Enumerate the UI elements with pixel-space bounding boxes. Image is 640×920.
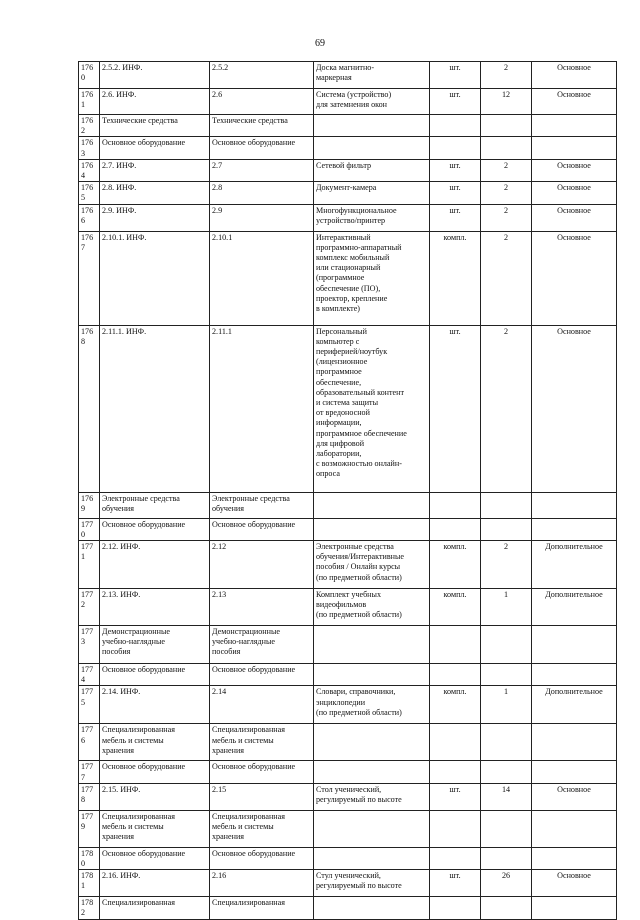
- unit-cell: компл.: [430, 231, 481, 325]
- row-number-cell: 1769: [79, 492, 100, 518]
- code-cell: 2.12. ИНФ.: [100, 541, 210, 589]
- name-cell: [314, 115, 430, 137]
- row-number-cell: 1773: [79, 626, 100, 664]
- table-row: [79, 89, 617, 115]
- quantity-cell: 1: [481, 589, 532, 626]
- name-cell: Сетевой фильтр: [314, 159, 430, 181]
- row-number-cell: 1767: [79, 231, 100, 325]
- table-row: [79, 137, 617, 159]
- unit-cell: шт.: [430, 325, 481, 492]
- table-row: [79, 159, 617, 181]
- category-cell: Основное: [532, 182, 617, 204]
- row-number-cell: 1762: [79, 115, 100, 137]
- section-cell: Основное оборудование: [210, 664, 314, 686]
- category-cell: Основное: [532, 231, 617, 325]
- row-number-cell: 1776: [79, 724, 100, 761]
- section-cell: 2.12: [210, 541, 314, 589]
- code-cell: 2.6. ИНФ.: [100, 89, 210, 115]
- category-cell: Основное: [532, 89, 617, 115]
- quantity-cell: 2: [481, 182, 532, 204]
- quantity-cell: 26: [481, 870, 532, 897]
- unit-cell: шт.: [430, 783, 481, 810]
- code-cell: 2.14. ИНФ.: [100, 686, 210, 724]
- quantity-cell: 14: [481, 783, 532, 810]
- page-number: 69: [315, 38, 325, 49]
- row-number-cell: 1771: [79, 541, 100, 589]
- code-cell: Специализированная: [100, 897, 210, 919]
- section-cell: Демонстрационные учебно-наглядные пособия: [210, 626, 314, 664]
- code-cell: Технические средства: [100, 115, 210, 137]
- row-number-cell: 1780: [79, 847, 100, 869]
- code-cell: Основное оборудование: [100, 137, 210, 159]
- table-row: [79, 724, 617, 761]
- category-cell: [532, 897, 617, 919]
- row-number-cell: 1766: [79, 204, 100, 231]
- unit-cell: компл.: [430, 541, 481, 589]
- category-cell: Основное: [532, 204, 617, 231]
- quantity-cell: 2: [481, 159, 532, 181]
- name-cell: [314, 137, 430, 159]
- code-cell: 2.7. ИНФ.: [100, 159, 210, 181]
- row-number-cell: 1770: [79, 518, 100, 540]
- table-row: [79, 810, 617, 847]
- table-row: [79, 204, 617, 231]
- section-cell: Основное оборудование: [210, 847, 314, 869]
- code-cell: Основное оборудование: [100, 664, 210, 686]
- category-cell: [532, 115, 617, 137]
- name-cell: [314, 492, 430, 518]
- row-number-cell: 1782: [79, 897, 100, 919]
- quantity-cell: [481, 115, 532, 137]
- table-row: [79, 847, 617, 869]
- section-cell: Специализированная мебель и системы хранения: [210, 724, 314, 761]
- row-number-cell: 1781: [79, 870, 100, 897]
- section-cell: 2.15: [210, 783, 314, 810]
- section-cell: 2.14: [210, 686, 314, 724]
- row-number-cell: 1764: [79, 159, 100, 181]
- code-cell: Основное оборудование: [100, 518, 210, 540]
- code-cell: Демонстрационные учебно-наглядные пособия: [100, 626, 210, 664]
- section-cell: 2.8: [210, 182, 314, 204]
- unit-cell: [430, 137, 481, 159]
- name-cell: Комплект учебных видеофильмов (по предметной области): [314, 589, 430, 626]
- code-cell: 2.10.1. ИНФ.: [100, 231, 210, 325]
- code-cell: 2.11.1. ИНФ.: [100, 325, 210, 492]
- row-number-cell: 1765: [79, 182, 100, 204]
- table-row: [79, 664, 617, 686]
- section-cell: 2.11.1: [210, 325, 314, 492]
- table-row: [79, 62, 617, 89]
- code-cell: Специализированная мебель и системы хранения: [100, 810, 210, 847]
- table-row: [79, 589, 617, 626]
- table-row: [79, 182, 617, 204]
- table-row: [79, 518, 617, 540]
- row-number-cell: 1778: [79, 783, 100, 810]
- name-cell: Доска магнитно- маркерная: [314, 62, 430, 89]
- section-cell: Специализированная: [210, 897, 314, 919]
- name-cell: [314, 761, 430, 783]
- section-cell: Специализированная мебель и системы хранения: [210, 810, 314, 847]
- name-cell: [314, 664, 430, 686]
- unit-cell: шт.: [430, 870, 481, 897]
- name-cell: Система (устройство) для затемнения окон: [314, 89, 430, 115]
- unit-cell: шт.: [430, 159, 481, 181]
- code-cell: 2.9. ИНФ.: [100, 204, 210, 231]
- name-cell: Интерактивный программно-аппаратный комплекс мобильный или стационарный (программное обеспечение (ПО), проектор, крепление в комплекте): [314, 231, 430, 325]
- quantity-cell: [481, 492, 532, 518]
- quantity-cell: [481, 810, 532, 847]
- unit-cell: шт.: [430, 62, 481, 89]
- name-cell: [314, 847, 430, 869]
- name-cell: Электронные средства обучения/Интерактивные пособия / Онлайн курсы (по предметной области): [314, 541, 430, 589]
- code-cell: 2.8. ИНФ.: [100, 182, 210, 204]
- code-cell: Основное оборудование: [100, 761, 210, 783]
- code-cell: 2.13. ИНФ.: [100, 589, 210, 626]
- category-cell: Основное: [532, 870, 617, 897]
- section-cell: 2.13: [210, 589, 314, 626]
- quantity-cell: [481, 626, 532, 664]
- table-row: [79, 325, 617, 492]
- quantity-cell: [481, 664, 532, 686]
- table-row: [79, 626, 617, 664]
- row-number-cell: 1775: [79, 686, 100, 724]
- unit-cell: [430, 492, 481, 518]
- quantity-cell: [481, 137, 532, 159]
- section-cell: Основное оборудование: [210, 518, 314, 540]
- row-number-cell: 1763: [79, 137, 100, 159]
- name-cell: [314, 897, 430, 919]
- name-cell: Многофункциональное устройство/принтер: [314, 204, 430, 231]
- table-row: [79, 231, 617, 325]
- row-number-cell: 1768: [79, 325, 100, 492]
- row-number-cell: 1779: [79, 810, 100, 847]
- category-cell: Основное: [532, 159, 617, 181]
- unit-cell: [430, 664, 481, 686]
- section-cell: 2.9: [210, 204, 314, 231]
- quantity-cell: [481, 761, 532, 783]
- section-cell: Технические средства: [210, 115, 314, 137]
- category-cell: [532, 724, 617, 761]
- table-row: [79, 492, 617, 518]
- unit-cell: [430, 897, 481, 919]
- unit-cell: шт.: [430, 204, 481, 231]
- quantity-cell: 2: [481, 325, 532, 492]
- table-row: [79, 541, 617, 589]
- name-cell: [314, 626, 430, 664]
- quantity-cell: 12: [481, 89, 532, 115]
- code-cell: 2.16. ИНФ.: [100, 870, 210, 897]
- category-cell: Основное: [532, 62, 617, 89]
- section-cell: Основное оборудование: [210, 761, 314, 783]
- quantity-cell: 2: [481, 204, 532, 231]
- unit-cell: компл.: [430, 589, 481, 626]
- category-cell: [532, 847, 617, 869]
- code-cell: Специализированная мебель и системы хранения: [100, 724, 210, 761]
- name-cell: [314, 724, 430, 761]
- unit-cell: шт.: [430, 89, 481, 115]
- unit-cell: [430, 761, 481, 783]
- category-cell: [532, 518, 617, 540]
- unit-cell: [430, 115, 481, 137]
- category-cell: [532, 137, 617, 159]
- name-cell: Персональный компьютер с периферией/ноутбук (лицензионное программное обеспечение, образовательный контент и система защиты от вредоносной информации, программное обеспечение для цифровой лаборатории, с возможностью онлайн- опроса: [314, 325, 430, 492]
- unit-cell: компл.: [430, 686, 481, 724]
- name-cell: Документ-камера: [314, 182, 430, 204]
- table-row: [79, 761, 617, 783]
- code-cell: 2.15. ИНФ.: [100, 783, 210, 810]
- category-cell: Основное: [532, 783, 617, 810]
- table-row: [79, 897, 617, 919]
- section-cell: 2.5.2: [210, 62, 314, 89]
- category-cell: [532, 664, 617, 686]
- category-cell: [532, 761, 617, 783]
- category-cell: Дополнительное: [532, 589, 617, 626]
- equipment-table-body: [79, 62, 617, 920]
- quantity-cell: [481, 724, 532, 761]
- category-cell: Дополнительное: [532, 541, 617, 589]
- name-cell: [314, 810, 430, 847]
- table-row: [79, 686, 617, 724]
- name-cell: Стул ученический, регулируемый по высоте: [314, 870, 430, 897]
- row-number-cell: 1777: [79, 761, 100, 783]
- section-cell: 2.16: [210, 870, 314, 897]
- unit-cell: шт.: [430, 182, 481, 204]
- category-cell: [532, 810, 617, 847]
- quantity-cell: [481, 897, 532, 919]
- section-cell: 2.10.1: [210, 231, 314, 325]
- quantity-cell: 1: [481, 686, 532, 724]
- table-row: [79, 870, 617, 897]
- quantity-cell: 2: [481, 62, 532, 89]
- name-cell: Словари, справочники, энциклопедии (по предметной области): [314, 686, 430, 724]
- row-number-cell: 1774: [79, 664, 100, 686]
- category-cell: [532, 626, 617, 664]
- code-cell: Электронные средства обучения: [100, 492, 210, 518]
- section-cell: 2.6: [210, 89, 314, 115]
- unit-cell: [430, 810, 481, 847]
- code-cell: Основное оборудование: [100, 847, 210, 869]
- quantity-cell: 2: [481, 231, 532, 325]
- category-cell: [532, 492, 617, 518]
- quantity-cell: [481, 518, 532, 540]
- unit-cell: [430, 724, 481, 761]
- unit-cell: [430, 518, 481, 540]
- equipment-table: [78, 61, 617, 920]
- section-cell: 2.7: [210, 159, 314, 181]
- row-number-cell: 1761: [79, 89, 100, 115]
- section-cell: Электронные средства обучения: [210, 492, 314, 518]
- row-number-cell: 1760: [79, 62, 100, 89]
- row-number-cell: 1772: [79, 589, 100, 626]
- section-cell: Основное оборудование: [210, 137, 314, 159]
- table-row: [79, 115, 617, 137]
- unit-cell: [430, 626, 481, 664]
- quantity-cell: 2: [481, 541, 532, 589]
- name-cell: [314, 518, 430, 540]
- category-cell: Дополнительное: [532, 686, 617, 724]
- category-cell: Основное: [532, 325, 617, 492]
- name-cell: Стол ученический, регулируемый по высоте: [314, 783, 430, 810]
- table-row: [79, 783, 617, 810]
- code-cell: 2.5.2. ИНФ.: [100, 62, 210, 89]
- quantity-cell: [481, 847, 532, 869]
- unit-cell: [430, 847, 481, 869]
